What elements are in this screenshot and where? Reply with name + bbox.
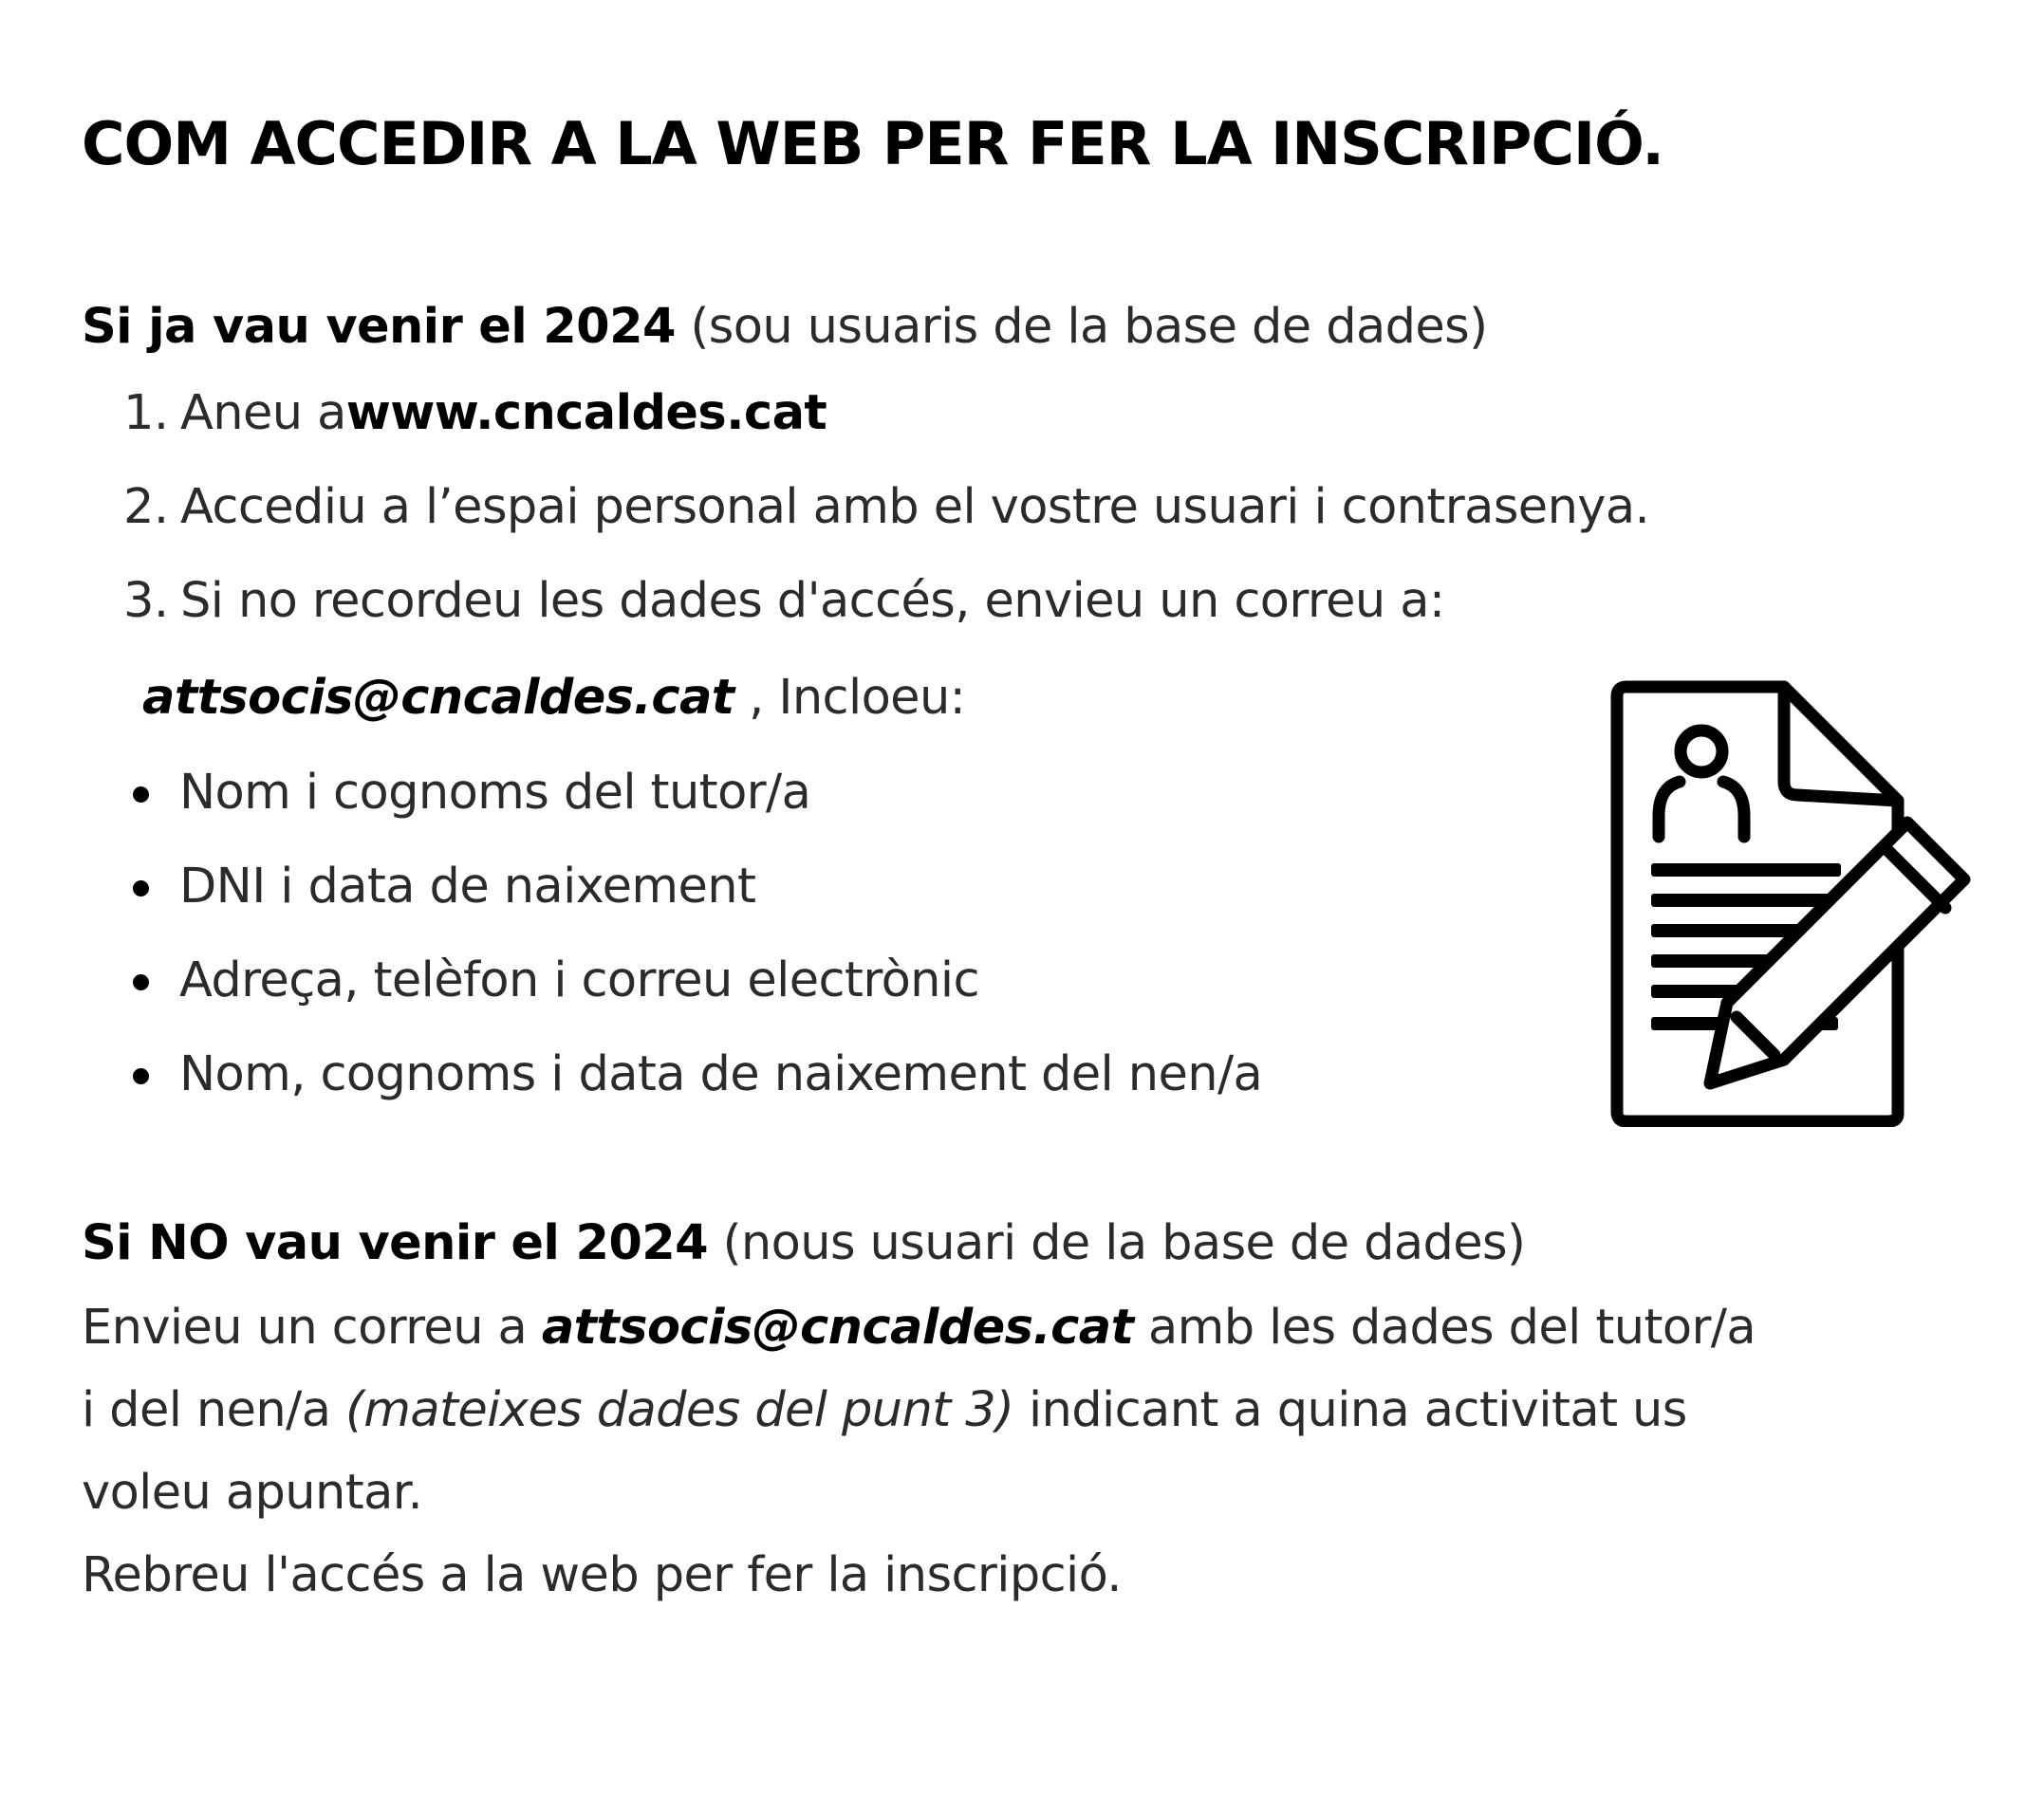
step-text: Accediu a l’espai personal amb el vostre usuari i contrasenya.: [180, 479, 1650, 535]
paragraph-line: [82, 1534, 1756, 1617]
bullet-item: [133, 933, 1262, 1027]
bullet-dot-icon: [133, 1068, 149, 1084]
section2-heading-rest: (nous usuari de la base de dades): [707, 1215, 1526, 1271]
bullet-item: [133, 1027, 1262, 1121]
bullet-item: [133, 746, 1262, 840]
bullet-dot-icon: [133, 786, 149, 803]
step-text: Si no recordeu les dades d'accés, envieu un correu a:: [180, 573, 1445, 629]
line2-post: indicant a quina activitat us: [1013, 1382, 1687, 1438]
section2-heading-bold: Si NO vau venir el 2024: [82, 1215, 708, 1271]
line1-post: amb les dades del tutor/a: [1133, 1300, 1756, 1356]
bullet-text: Adreça, telèfon i correu electrònic: [179, 952, 979, 1008]
section1-heading-rest: (sou usuaris de la base de dades): [675, 299, 1488, 355]
step-text: Aneu a: [180, 385, 346, 441]
line4: Rebreu l'accés a la web per fer la inscripció.: [82, 1547, 1122, 1603]
step-item: [123, 554, 1649, 648]
line3: voleu apuntar.: [82, 1465, 423, 1521]
section1-heading: [82, 285, 1866, 370]
steps-list: [123, 366, 1649, 648]
bullet-dot-icon: [133, 974, 149, 990]
paragraph-line: [82, 1451, 1756, 1534]
line1-pre: Envieu un correu a: [82, 1300, 542, 1356]
section2-heading: [82, 1201, 1866, 1286]
step-number: 3.: [123, 573, 169, 629]
website-link[interactable]: www.cncaldes.cat: [345, 385, 827, 441]
bullet-dot-icon: [133, 880, 149, 896]
email-link-2[interactable]: attsocis@cncaldes.cat: [541, 1300, 1134, 1356]
document-signature-icon: [1604, 675, 1974, 1127]
step-number: 2.: [123, 479, 169, 535]
bullet-item: [133, 840, 1262, 933]
step-item: [123, 460, 1649, 554]
bullet-text: Nom i cognoms del tutor/a: [179, 765, 811, 821]
email-link[interactable]: attsocis@cncaldes.cat: [142, 670, 734, 726]
line2-pre: i del nen/a: [82, 1382, 345, 1438]
email-suffix: , Incloeu:: [734, 670, 966, 726]
section2-paragraph: [82, 1286, 1756, 1617]
line2-italic: (mateixes dades del punt 3): [344, 1382, 1014, 1438]
step-number: 1.: [123, 385, 169, 441]
bullet-text: DNI i data de naixement: [179, 859, 756, 915]
page-title: COM ACCEDIR A LA WEB PER FER LA INSCRIPCIÓ.: [82, 109, 1663, 178]
email-line: [142, 651, 965, 745]
bullet-list: [133, 746, 1262, 1121]
step-item: [123, 366, 1649, 460]
paragraph-line: [82, 1286, 1756, 1369]
paragraph-line: [82, 1369, 1756, 1451]
bullet-text: Nom, cognoms i data de naixement del nen/a: [179, 1046, 1263, 1102]
section1-heading-bold: Si ja vau venir el 2024: [82, 299, 676, 355]
